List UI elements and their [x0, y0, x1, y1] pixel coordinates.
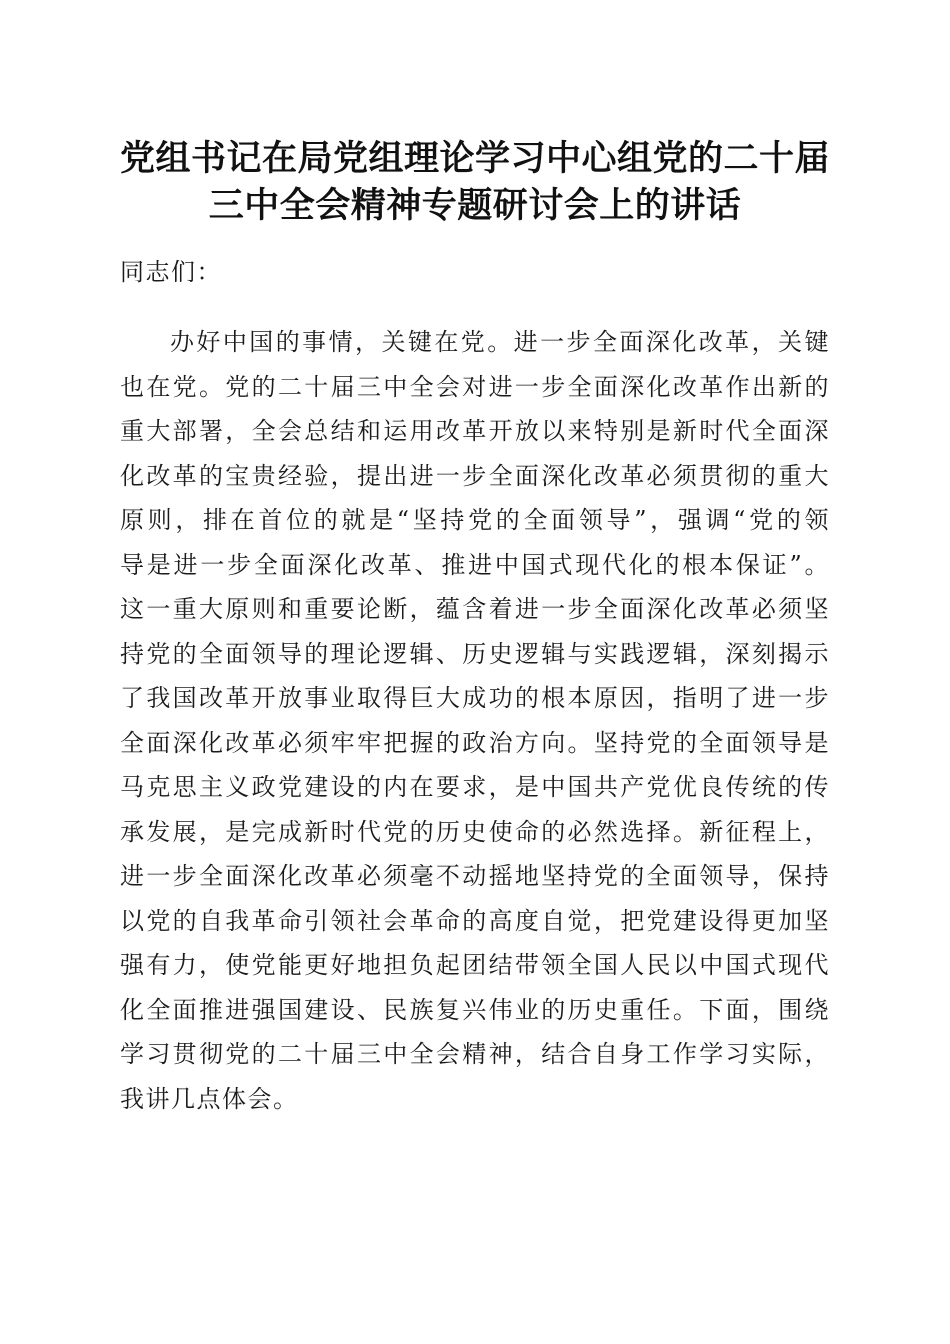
paragraph-line: 重大部署，全会总结和运用改革开放以来特别是新时代全面深	[120, 417, 830, 445]
paragraph-line: 我讲几点体会。	[120, 1084, 299, 1113]
paragraph-line: 承发展，是完成新时代党的历史使命的必然选择。新征程上，	[120, 817, 830, 846]
paragraph-line: 全面深化改革必须牢牢把握的政治方向。坚持党的全面领导是	[120, 728, 830, 757]
paragraph-line: 化全面推进强国建设、民族复兴伟业的历史重任。下面，围绕	[120, 995, 830, 1024]
paragraph-line: 办好中国的事情，关键在党。进一步全面深化改革，关键	[170, 328, 830, 356]
paragraph-line: 了我国改革开放事业取得巨大成功的根本原因，指明了进一步	[120, 684, 830, 712]
paragraph-line: 以党的自我革命引领社会革命的高度自觉，把党建设得更加坚	[120, 906, 830, 935]
title-line-2: 三中全会精神专题研讨会上的讲话	[208, 185, 742, 226]
paragraph-line: 化改革的宝贵经验，提出进一步全面深化改革必须贯彻的重大	[120, 461, 830, 490]
paragraph-line: 进一步全面深化改革必须毫不动摇地坚持党的全面领导，保持	[120, 862, 830, 890]
paragraph-line: 学习贯彻党的二十届三中全会精神，结合自身工作学习实际，	[120, 1040, 830, 1068]
paragraph-line: 强有力，使党能更好地担负起团结带领全国人民以中国式现代	[120, 951, 830, 979]
paragraph-line: 原则，排在首位的就是“坚持党的全面领导”，强调“党的领	[120, 506, 830, 534]
paragraph-line: 也在党。党的二十届三中全会对进一步全面深化改革作出新的	[120, 372, 830, 401]
paragraph-line: 这一重大原则和重要论断，蕴含着进一步全面深化改革必须坚	[120, 595, 830, 623]
title-line-1: 党组书记在局党组理论学习中心组党的二十届	[119, 138, 830, 179]
paragraph-line: 持党的全面领导的理论逻辑、历史逻辑与实践逻辑，深刻揭示	[120, 639, 830, 668]
document-title	[100, 135, 850, 229]
paragraph-line: 马克思主义政党建设的内在要求，是中国共产党优良传统的传	[120, 773, 830, 801]
body-paragraph	[120, 320, 830, 1121]
paragraph-line: 导是进一步全面深化改革、推进中国式现代化的根本保证”。	[120, 550, 830, 579]
salutation: 同志们：	[120, 258, 222, 286]
